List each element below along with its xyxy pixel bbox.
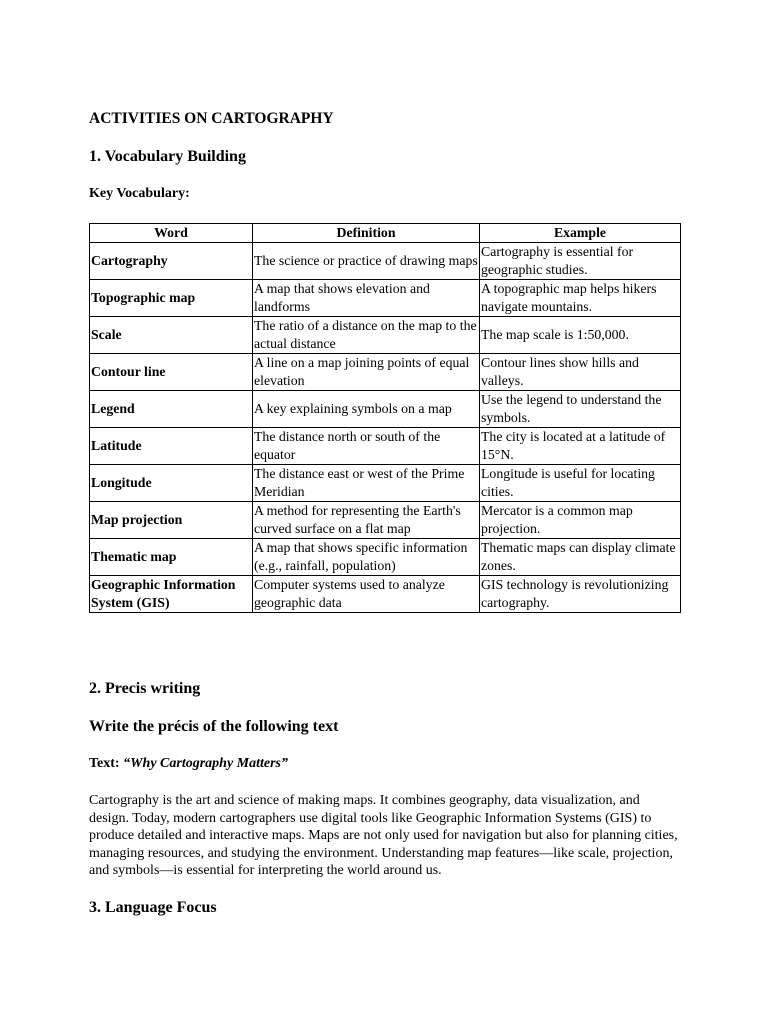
definition-cell: Computer systems used to analyze geographic data xyxy=(253,576,480,613)
table-header-row xyxy=(90,224,681,243)
definition-cell: The science or practice of drawing maps xyxy=(253,243,480,280)
column-header: Definition xyxy=(253,224,480,243)
definition-cell: A key explaining symbols on a map xyxy=(253,391,480,428)
example-cell: Thematic maps can display climate zones. xyxy=(480,539,681,576)
example-cell: Use the legend to understand the symbols. xyxy=(480,391,681,428)
section-heading-precis: 2. Precis writing xyxy=(89,680,201,697)
example-cell: The city is located at a latitude of 15°N. xyxy=(480,428,681,465)
table-row xyxy=(90,428,681,465)
section-heading-vocabulary: 1. Vocabulary Building xyxy=(89,148,246,165)
text-label-line xyxy=(89,756,288,772)
word-cell: Latitude xyxy=(90,428,253,465)
word-cell: Geographic Information System (GIS) xyxy=(90,576,253,613)
table-row xyxy=(90,465,681,502)
word-cell: Legend xyxy=(90,391,253,428)
example-cell: A topographic map helps hikers navigate mountains. xyxy=(480,280,681,317)
definition-cell: A map that shows elevation and landforms xyxy=(253,280,480,317)
word-cell: Topographic map xyxy=(90,280,253,317)
vocabulary-table xyxy=(89,223,681,613)
definition-cell: The distance north or south of the equator xyxy=(253,428,480,465)
text-title: “Why Cartography Matters” xyxy=(123,756,289,771)
definition-cell: The ratio of a distance on the map to the actual distance xyxy=(253,317,480,354)
column-header: Word xyxy=(90,224,253,243)
precis-instruction: Write the précis of the following text xyxy=(89,718,339,735)
key-vocabulary-label: Key Vocabulary: xyxy=(89,186,190,201)
page-title: ACTIVITIES ON CARTOGRAPHY xyxy=(89,110,334,127)
table-row xyxy=(90,354,681,391)
definition-cell: A map that shows specific information (e.g., rainfall, population) xyxy=(253,539,480,576)
example-cell: The map scale is 1:50,000. xyxy=(480,317,681,354)
table-row xyxy=(90,502,681,539)
example-cell: Mercator is a common map projection. xyxy=(480,502,681,539)
table-row xyxy=(90,576,681,613)
table-row xyxy=(90,280,681,317)
word-cell: Scale xyxy=(90,317,253,354)
table-row xyxy=(90,317,681,354)
word-cell: Cartography xyxy=(90,243,253,280)
word-cell: Thematic map xyxy=(90,539,253,576)
example-cell: Longitude is useful for locating cities. xyxy=(480,465,681,502)
example-cell: GIS technology is revolutionizing cartography. xyxy=(480,576,681,613)
definition-cell: The distance east or west of the Prime Meridian xyxy=(253,465,480,502)
word-cell: Contour line xyxy=(90,354,253,391)
definition-cell: A method for representing the Earth's curved surface on a flat map xyxy=(253,502,480,539)
definition-cell: A line on a map joining points of equal elevation xyxy=(253,354,480,391)
table-row xyxy=(90,243,681,280)
example-cell: Contour lines show hills and valleys. xyxy=(480,354,681,391)
section-heading-language-focus: 3. Language Focus xyxy=(89,899,217,916)
column-header: Example xyxy=(480,224,681,243)
word-cell: Longitude xyxy=(90,465,253,502)
word-cell: Map projection xyxy=(90,502,253,539)
table-row xyxy=(90,391,681,428)
text-label: Text: xyxy=(89,756,124,771)
precis-source-paragraph: Cartography is the art and science of making maps. It combines geography, data visualization, and design. Today, modern cartographers use digital tools like Geographic Information Systems (GIS) to produce detailed and interactive maps. Maps are not only used for navigation but also for planning cities, managing resources, and studying the environment. Understanding map features—like scale, projection, and symbols—is essential for interpreting the world around us. xyxy=(89,793,678,879)
example-cell: Cartography is essential for geographic studies. xyxy=(480,243,681,280)
table-row xyxy=(90,539,681,576)
